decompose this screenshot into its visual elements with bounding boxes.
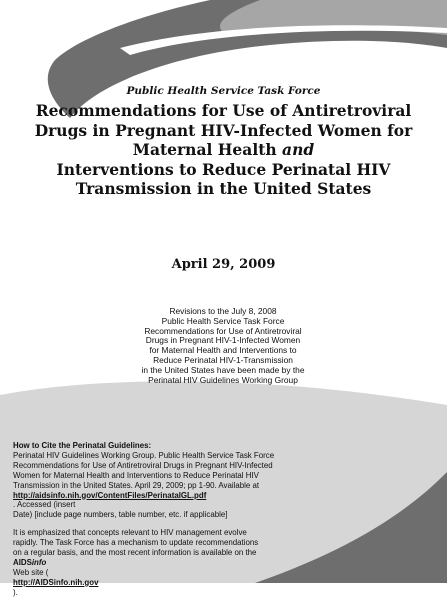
note-website-text: Web site (: [13, 567, 49, 577]
citation-line: Women for Maternal Health and Interventions to Reduce Perinatal HIV: [13, 470, 259, 480]
note-line: on a regular basis, and the most recent information is available on the: [13, 548, 257, 558]
revisions-line: for Maternal Health and Interventions to: [149, 345, 297, 356]
aidsinfo-name-prefix: AIDS: [13, 557, 32, 567]
title-line-1: Recommendations for Use of Antiretroviral: [35, 101, 412, 120]
citation-line: Recommendations for Use of Antiretroviral Drugs in Pregnant HIV-Infected: [13, 460, 273, 470]
document-title: [20, 101, 427, 199]
revisions-note: [100, 307, 346, 385]
revisions-line: Drugs in Pregnant HIV-1-Infected Women: [145, 335, 301, 346]
note-line: rapidly. The Task Force has a mechanism to update recommendations: [13, 538, 259, 548]
task-force-label: Public Health Service Task Force: [126, 85, 321, 97]
revisions-line: Public Health Service Task Force: [161, 315, 285, 326]
note-last-line: [13, 558, 313, 598]
publication-date: April 29, 2009: [171, 257, 276, 272]
citation-line: Perinatal HIV Guidelines Working Group. Public Health Service Task Force: [13, 450, 275, 460]
citation-line: Date) [include page numbers, table number, etc. if applicable]: [13, 510, 228, 520]
title-line-3: [20, 140, 427, 160]
note-end-text: ).: [13, 587, 18, 597]
title-line-3-text: Maternal Health: [132, 140, 277, 160]
citation-after-link: . Accessed (insert: [13, 500, 76, 510]
aidsinfo-website-link[interactable]: http://AIDSinfo.nih.gov: [13, 577, 99, 587]
guidelines-pdf-link[interactable]: http://aidsinfo.nih.gov/ContentFiles/PerinatalGL.pdf: [13, 490, 207, 500]
citation-link-line: [13, 491, 313, 511]
note-line: It is emphasized that concepts relevant to HIV management evolve: [13, 528, 247, 538]
revisions-line: Revisions to the July 8, 2008: [169, 306, 277, 316]
title-line-2: Drugs in Pregnant HIV-Infected Women for: [34, 120, 413, 140]
title-line-4: Interventions to Reduce Perinatal HIV: [56, 159, 391, 179]
title-line-3-emphasis: and: [282, 140, 315, 160]
paragraph-spacer: [13, 520, 313, 528]
aidsinfo-name-suffix: info: [31, 557, 47, 567]
citation-heading: How to Cite the Perinatal Guidelines:: [13, 441, 152, 450]
revisions-line: in the United States have been made by the: [141, 364, 305, 375]
citation-block: [13, 441, 313, 598]
revisions-line: Reduce Perinatal HIV-1-Transmission: [153, 354, 293, 365]
title-line-5: Transmission in the United States: [75, 179, 372, 199]
revisions-line: Recommendations for Use of Antiretroviral: [144, 325, 302, 336]
revisions-line: Perinatal HIV Guidelines Working Group: [148, 374, 298, 385]
citation-line: Transmission in the United States. April 29, 2009; pp 1-90. Available at: [13, 480, 260, 490]
